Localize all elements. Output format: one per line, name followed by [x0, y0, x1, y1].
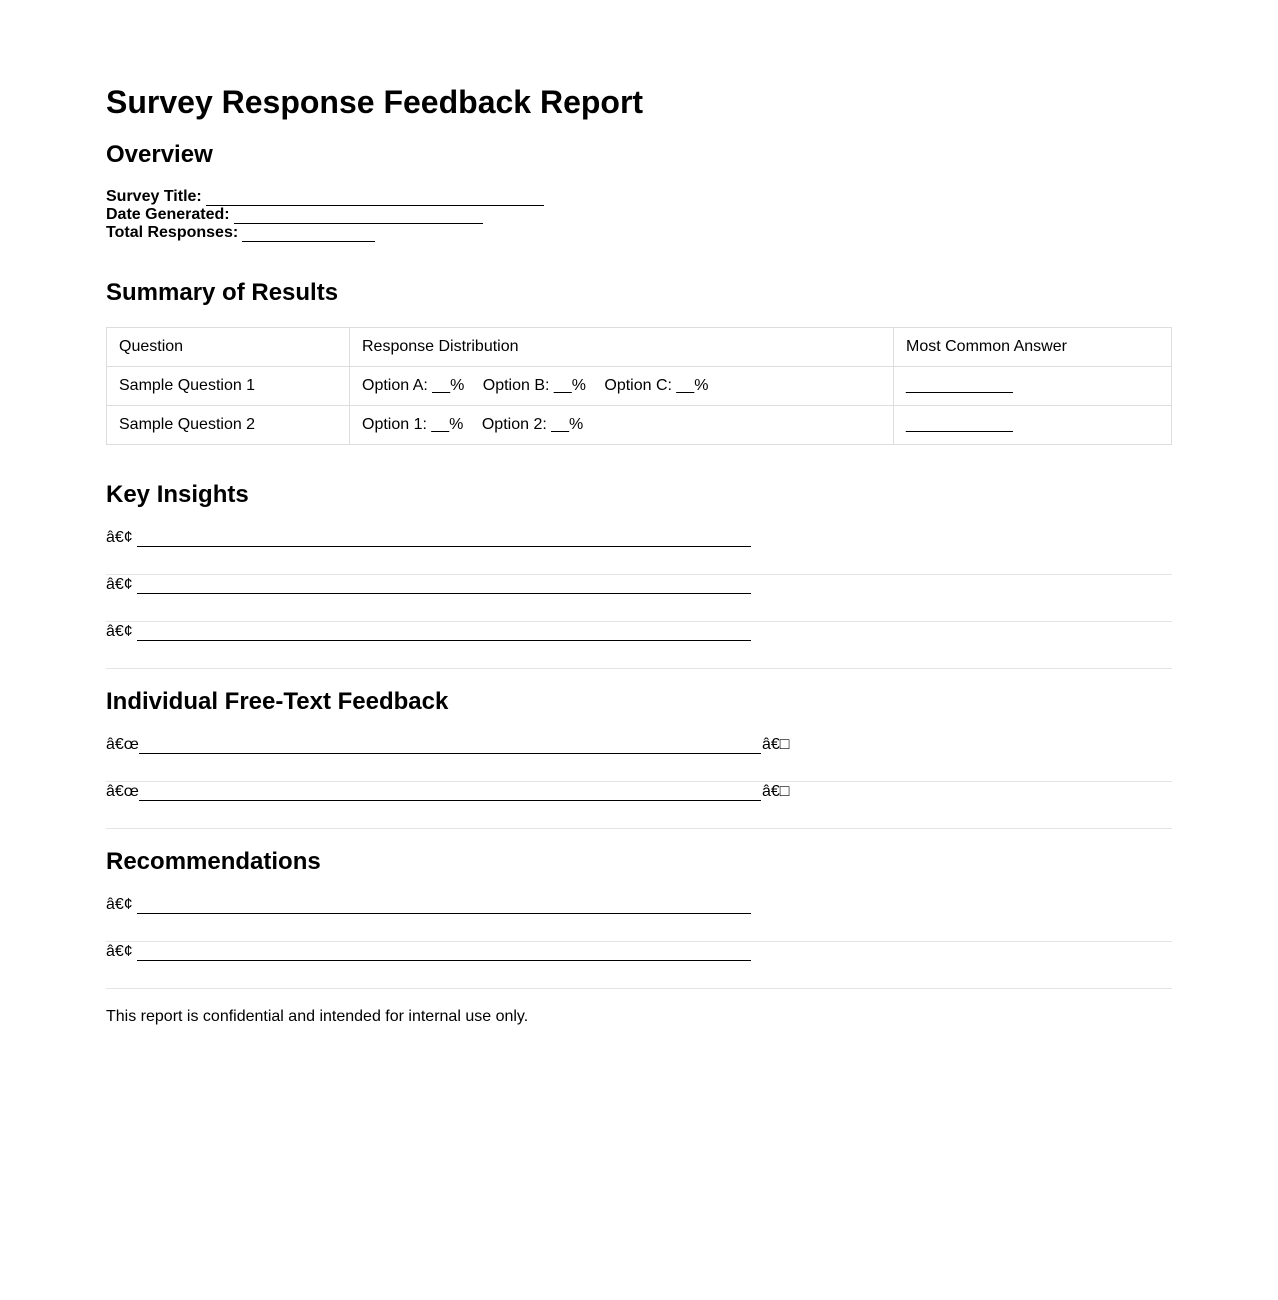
- insight-line: [106, 528, 1172, 575]
- feedback-line: [106, 735, 1172, 782]
- common-answer-blank: ____________: [906, 416, 1013, 433]
- column-header-question: Question: [107, 328, 350, 367]
- column-header-common-answer: Most Common Answer: [894, 328, 1172, 367]
- free-text-feedback-heading: Individual Free-Text Feedback: [106, 688, 449, 715]
- insight-line: [106, 575, 1172, 622]
- recommendation-blank-line: [137, 960, 751, 961]
- bullet-marker: â€¢: [106, 529, 133, 546]
- bullet-marker: â€¢: [106, 896, 133, 913]
- close-quote-marker: â€□: [762, 736, 790, 753]
- table-header-row: [107, 328, 1172, 367]
- distribution-cell: [350, 406, 894, 445]
- insight-line: [106, 622, 1172, 669]
- feedback-line: [106, 782, 1172, 829]
- date-generated-label: Date Generated:: [106, 206, 230, 223]
- recommendation-blank-line: [137, 913, 751, 914]
- key-insights-heading: Key Insights: [106, 481, 249, 508]
- bullet-marker: â€¢: [106, 576, 133, 593]
- question-cell: Sample Question 1: [107, 367, 350, 406]
- survey-title-blank: [206, 191, 544, 206]
- distribution-option: Option A: __%: [362, 377, 465, 394]
- survey-title-field: [106, 188, 544, 206]
- insight-blank-line: [137, 593, 751, 594]
- page-title: Survey Response Feedback Report: [106, 84, 644, 120]
- date-generated-field: [106, 206, 483, 224]
- summary-heading: Summary of Results: [106, 279, 339, 306]
- feedback-blank-line: [139, 800, 761, 801]
- overview-heading: Overview: [106, 141, 213, 168]
- distribution-cell: [350, 367, 894, 406]
- feedback-blank-line: [139, 753, 761, 754]
- open-quote-marker: â€œ: [106, 736, 139, 753]
- distribution-option: Option 1: __%: [362, 416, 464, 433]
- bullet-marker: â€¢: [106, 943, 133, 960]
- survey-title-label: Survey Title:: [106, 188, 202, 205]
- common-answer-blank: ____________: [906, 377, 1013, 394]
- table-row: [107, 367, 1172, 406]
- recommendation-line: [106, 895, 1172, 942]
- date-generated-blank: [234, 209, 483, 224]
- common-answer-cell: [894, 367, 1172, 406]
- total-responses-blank: [242, 227, 375, 242]
- bullet-marker: â€¢: [106, 623, 133, 640]
- open-quote-marker: â€œ: [106, 783, 139, 800]
- question-cell: Sample Question 2: [107, 406, 350, 445]
- total-responses-label: Total Responses:: [106, 224, 239, 241]
- summary-table: [106, 327, 1172, 445]
- recommendations-heading: Recommendations: [106, 848, 321, 875]
- confidentiality-notice: This report is confidential and intended for internal use only.: [106, 1008, 529, 1025]
- table-row: [107, 406, 1172, 445]
- insight-blank-line: [137, 546, 751, 547]
- recommendation-line: [106, 942, 1172, 989]
- common-answer-cell: [894, 406, 1172, 445]
- insight-blank-line: [137, 640, 751, 641]
- distribution-option: Option B: __%: [482, 377, 586, 394]
- distribution-option: Option 2: __%: [481, 416, 584, 433]
- close-quote-marker: â€□: [762, 783, 790, 800]
- distribution-option: Option C: __%: [604, 377, 709, 394]
- column-header-distribution: Response Distribution: [350, 328, 894, 367]
- total-responses-field: [106, 224, 375, 242]
